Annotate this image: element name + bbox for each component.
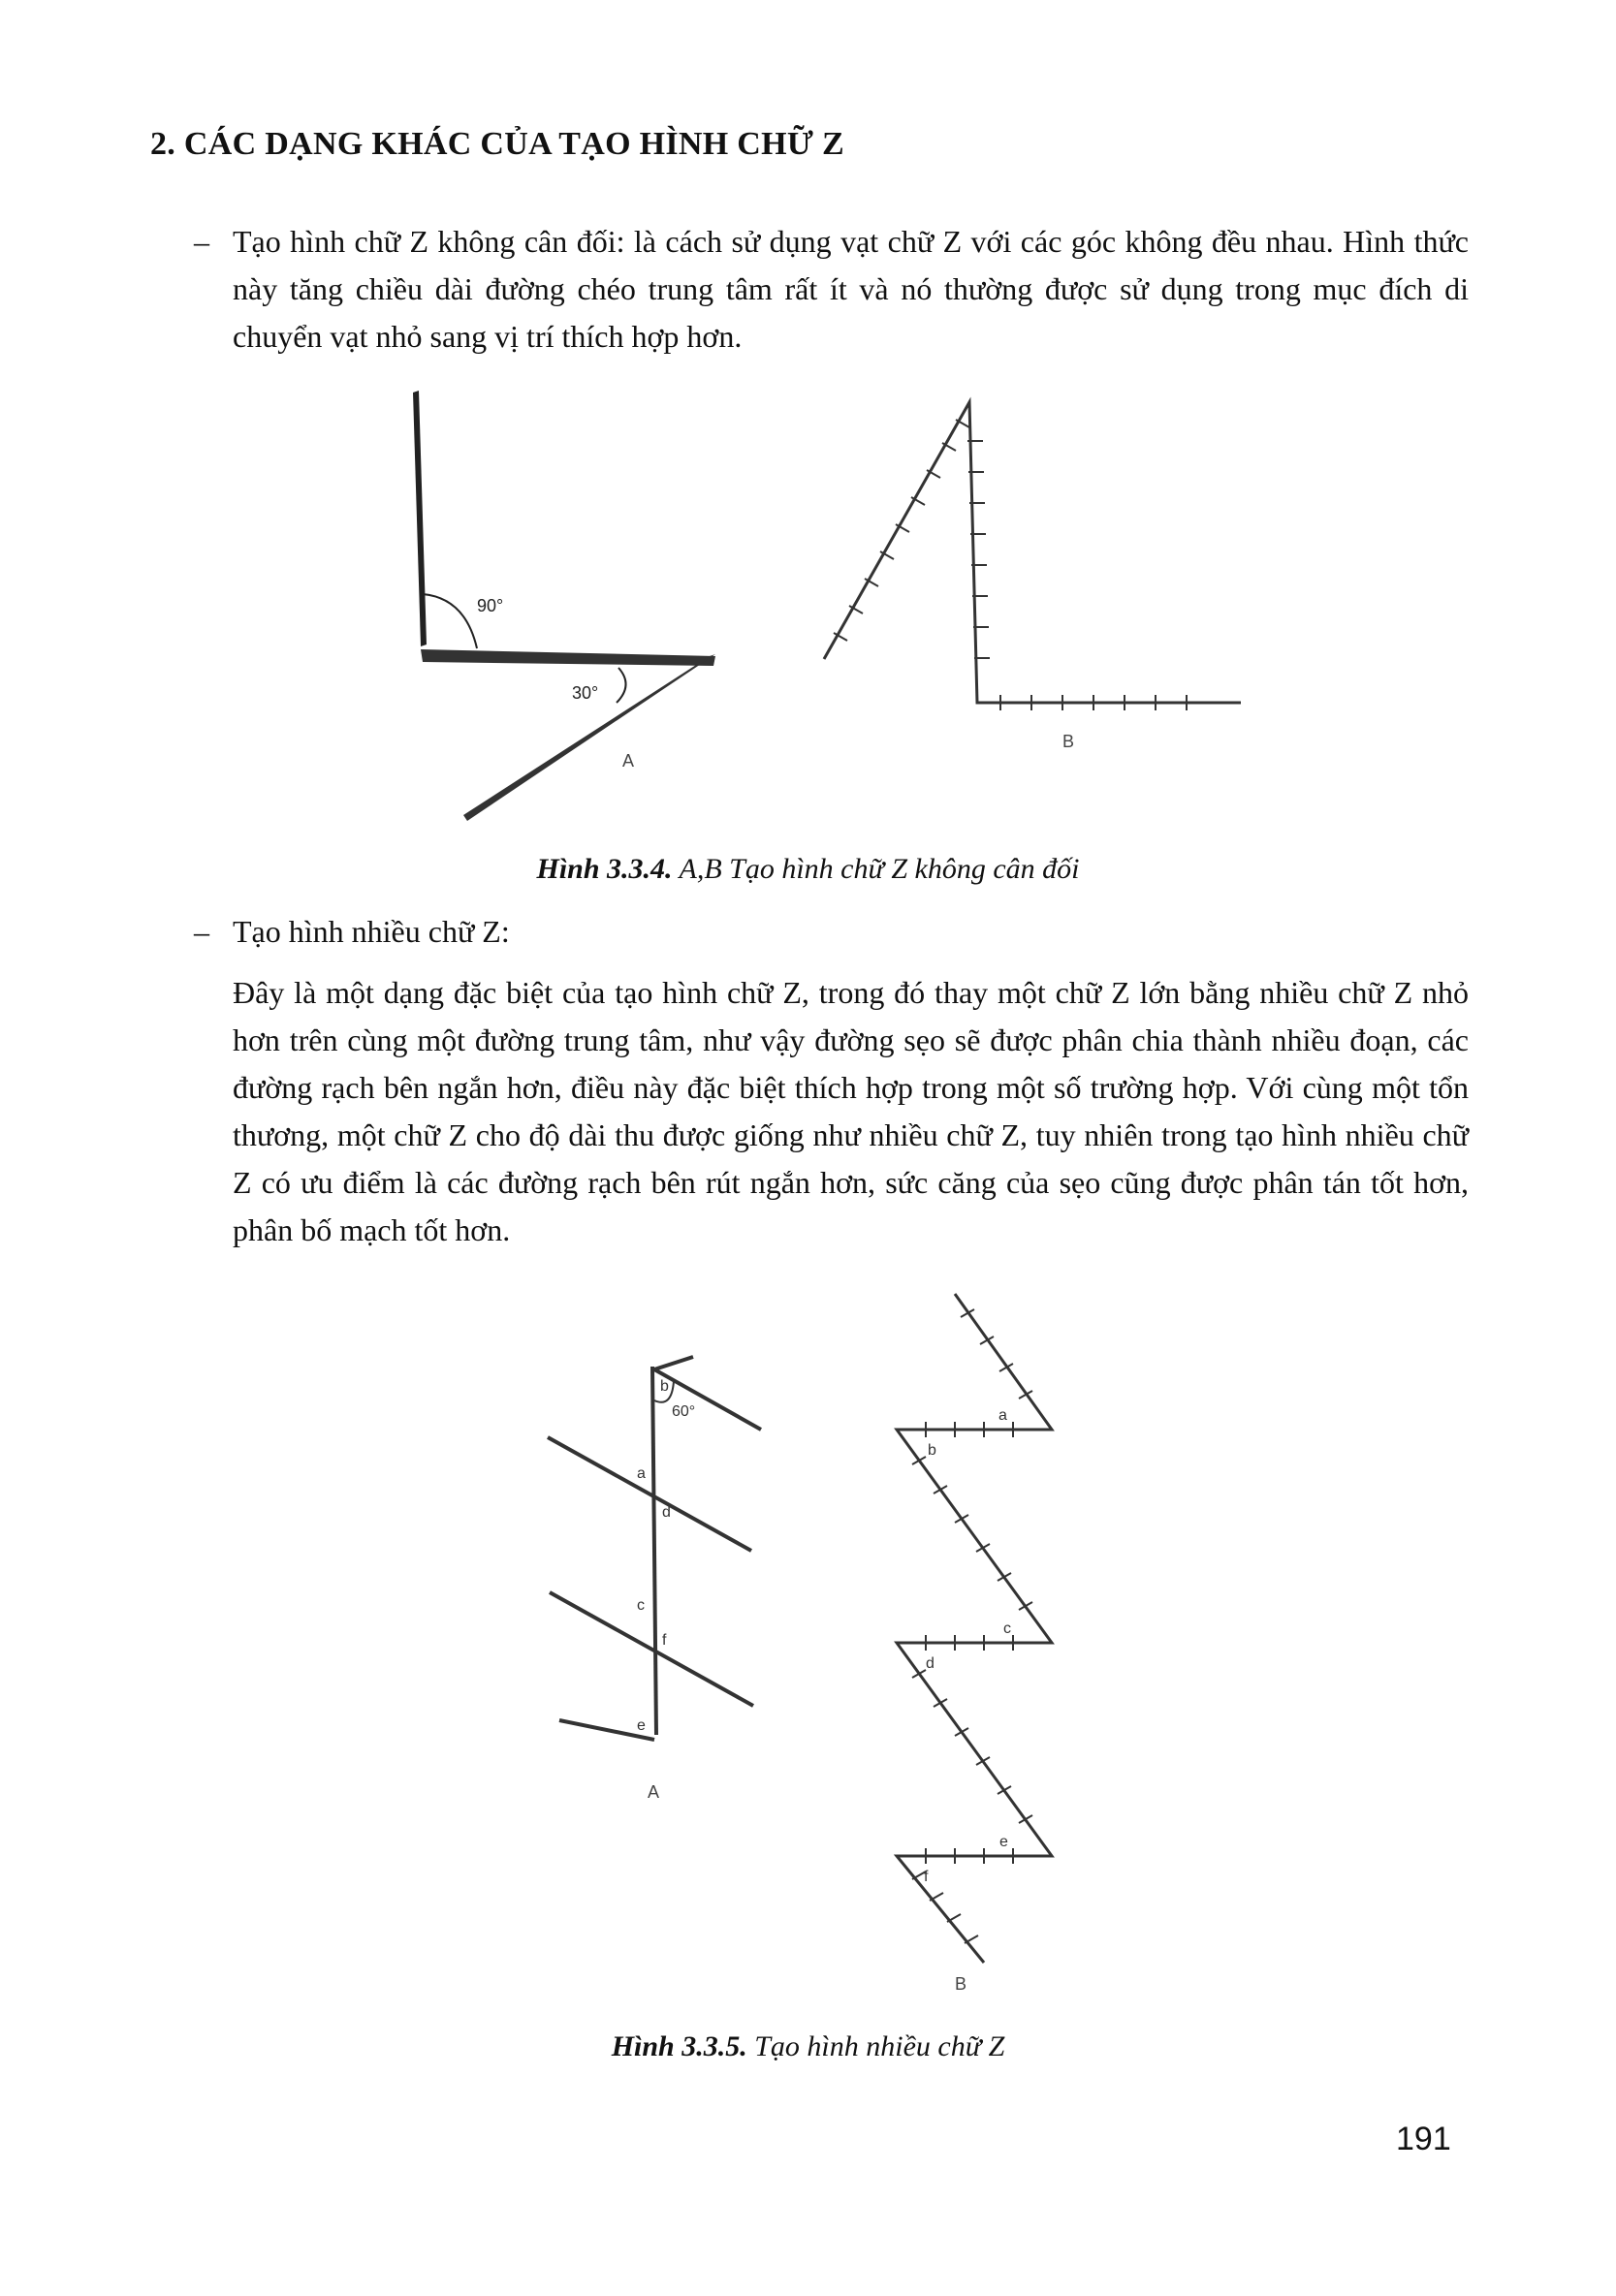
fig1b-stitches (834, 420, 1187, 710)
fig2a-angle-60: 60° (672, 1403, 696, 1420)
fig1a-horizontal-limb (421, 649, 715, 666)
fig2b-point-a: a (998, 1407, 1007, 1424)
fig2a-point-f: f (662, 1632, 667, 1649)
page-number: 191 (1396, 2121, 1451, 2157)
fig2b-stitches (912, 1309, 1032, 1943)
fig1a-diagonal-limb (463, 654, 715, 821)
bullet-item-asymmetric: Tạo hình chữ Z không cân đối: là cách sử dụng vạt chữ Z với các góc không đều nhau. Hình thức này tăng chiều dài đường chéo trung tâm rất ít và nó thường được sử dụng trong mục đích di chuyển vạt nhỏ sang vị trí thích hợp hơn. (233, 224, 1469, 354)
section-title: 2. CÁC DẠNG KHÁC CỦA TẠO HÌNH CHỮ Z (150, 126, 845, 162)
figure2-caption-text: Tạo hình nhiều chữ Z (746, 2030, 1005, 2062)
figure1-caption-text: A,B Tạo hình chữ Z không cân đối (672, 853, 1080, 885)
fig2b-point-b: b (928, 1442, 936, 1459)
fig2a-point-c: c (637, 1597, 645, 1614)
fig1a-vertical-limb (413, 391, 427, 646)
fig2b-point-e: e (999, 1834, 1008, 1850)
bullet-dash: – (194, 224, 209, 259)
fig2b-point-c: c (1003, 1620, 1011, 1637)
figure-multiple-z (528, 1284, 1071, 1992)
fig2b-point-f: f (924, 1869, 929, 1885)
figure2-caption-number: Hình 3.3.5. (611, 2030, 747, 2062)
fig1a-angle-90: 90° (477, 596, 504, 615)
fig1a-arc-30 (617, 668, 626, 703)
fig1b-sutured-z (824, 402, 1241, 703)
figure2-caption (0, 2030, 1616, 2063)
fig2b-label: B (955, 1974, 967, 1992)
fig1a-angle-30: 30° (572, 683, 599, 703)
figure1-caption-number: Hình 3.3.4. (536, 853, 673, 885)
paragraph-multiple-z: Đây là một dạng đặc biệt của tạo hình chữ Z, trong đó thay một chữ Z lớn bằng nhiều chữ Z nhỏ hơn trên cùng một đường trung tâm, như vậy đường sẹo sẽ được phân chia thành nhiều đoạn, các đường rạch bên ngắn hơn, điều này đặc biệt thích hợp trong một số trường hợp. Với cùng một tổn thương, một chữ Z cho độ dài thu được giống như nhiều chữ Z, tuy nhiên trong tạo hình nhiều chữ Z có ưu điểm là các đường rạch bên rút ngắn hơn, sức căng của sẹo cũng được phân tán tốt hơn, phân bố mạch tốt hơn. (233, 975, 1469, 1247)
fig2b-sutured-zigzag (897, 1294, 1052, 1963)
figure-asymmetric-z (407, 383, 1260, 838)
fig1a-label: A (622, 751, 635, 771)
fig2a-point-a: a (637, 1465, 646, 1482)
fig2a-label: A (648, 1782, 660, 1802)
figure1-caption (0, 853, 1616, 886)
fig1a-arc-90 (423, 594, 477, 648)
fig2a-point-d: d (662, 1504, 671, 1521)
bullet-dash-2: – (194, 914, 209, 949)
fig2a-point-e: e (637, 1717, 646, 1734)
bullet-item-multiple-z: Tạo hình nhiều chữ Z: (233, 914, 510, 949)
fig2a-point-b: b (660, 1378, 669, 1395)
fig2a-central-line (652, 1367, 656, 1735)
fig2b-point-d: d (926, 1655, 935, 1672)
fig1b-label: B (1062, 732, 1075, 751)
